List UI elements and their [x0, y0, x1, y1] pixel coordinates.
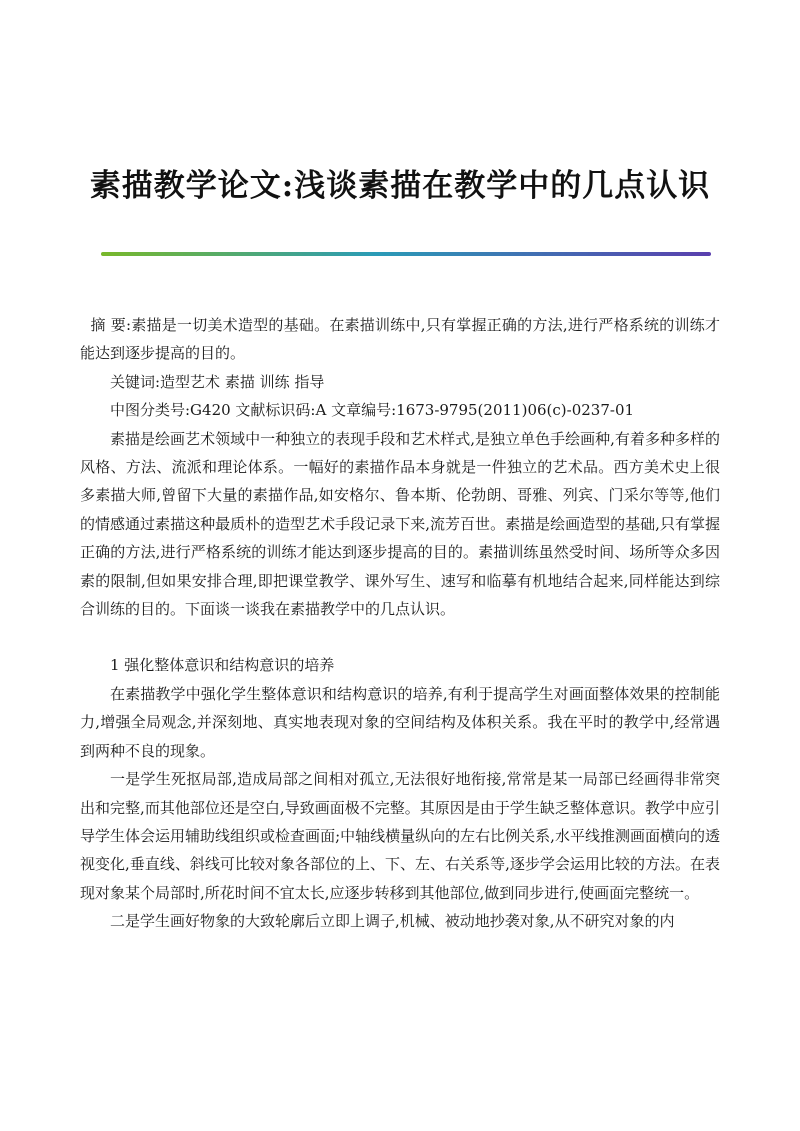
keywords: 关键词:造型艺术 素描 训练 指导: [110, 372, 325, 391]
title-divider: [101, 252, 711, 256]
abstract: 摘 要:素描是一切美术造型的基础。在素描训练中,只有掌握正确的方法,进行严格系统的训练才能达到逐步提高的目的。: [80, 316, 720, 363]
page-title: 素描教学论文:浅谈素描在教学中的几点认识: [89, 168, 711, 204]
classification-info: 中图分类号:G420 文献标识码:A 文章编号:1673-9795(2011)06(c)-0237-01: [110, 401, 635, 420]
body-paragraph: 二是学生画好物象的大致轮廓后立即上调子,机械、被动地抄袭对象,从不研究对象的内: [110, 912, 675, 931]
section-heading: 1 强化整体意识和结构意识的培养: [110, 656, 335, 675]
body-paragraph: 在素描教学中强化学生整体意识和结构意识的培养,有利于提高学生对画面整体效果的控制能力,增强全局观念,并深刻地、真实地表现对象的空间结构及体积关系。我在平时的教学中,经常遇到两种不良的现象。: [80, 684, 720, 760]
body-paragraph: 一是学生死抠局部,造成局部之间相对孤立,无法很好地衔接,常常是某一局部已经画得非常突出和完整,而其他部位还是空白,导致画面极不完整。其原因是由于学生缺乏整体意识。教学中应引导学生体会运用辅助线组织或检查画面;中轴线横量纵向的左右比例关系,水平线推测画面横向的透视变化,垂直线、斜线可比较对象各部位的上、下、左、右关系等,逐步学会运用比较的方法。在表现对象某个局部时,所花时间不宜太长,应逐步转移到其他部位,做到同步进行,使画面完整统一。: [80, 770, 720, 902]
intro-paragraph: 素描是绘画艺术领域中一种独立的表现手段和艺术样式,是独立单色手绘画种,有着多种多样的风格、方法、流派和理论体系。一幅好的素描作品本身就是一件独立的艺术品。西方美术史上很多素描大师,曾留下大量的素描作品,如安格尔、鲁本斯、伦勃朗、哥雅、列宾、门采尔等等,他们的情感通过素描这种最质朴的造型艺术手段记录下来,流芳百世。素描是绘画造型的基础,只有掌握正确的方法,进行严格系统的训练才能达到逐步提高的目的。素描训练虽然受时间、场所等众多因素的限制,但如果安排合理,即把课堂教学、课外写生、速写和临摹有机地结合起来,同样能达到综合训练的目的。下面谈一谈我在素描教学中的几点认识。: [80, 429, 720, 619]
article-body: [80, 311, 720, 936]
